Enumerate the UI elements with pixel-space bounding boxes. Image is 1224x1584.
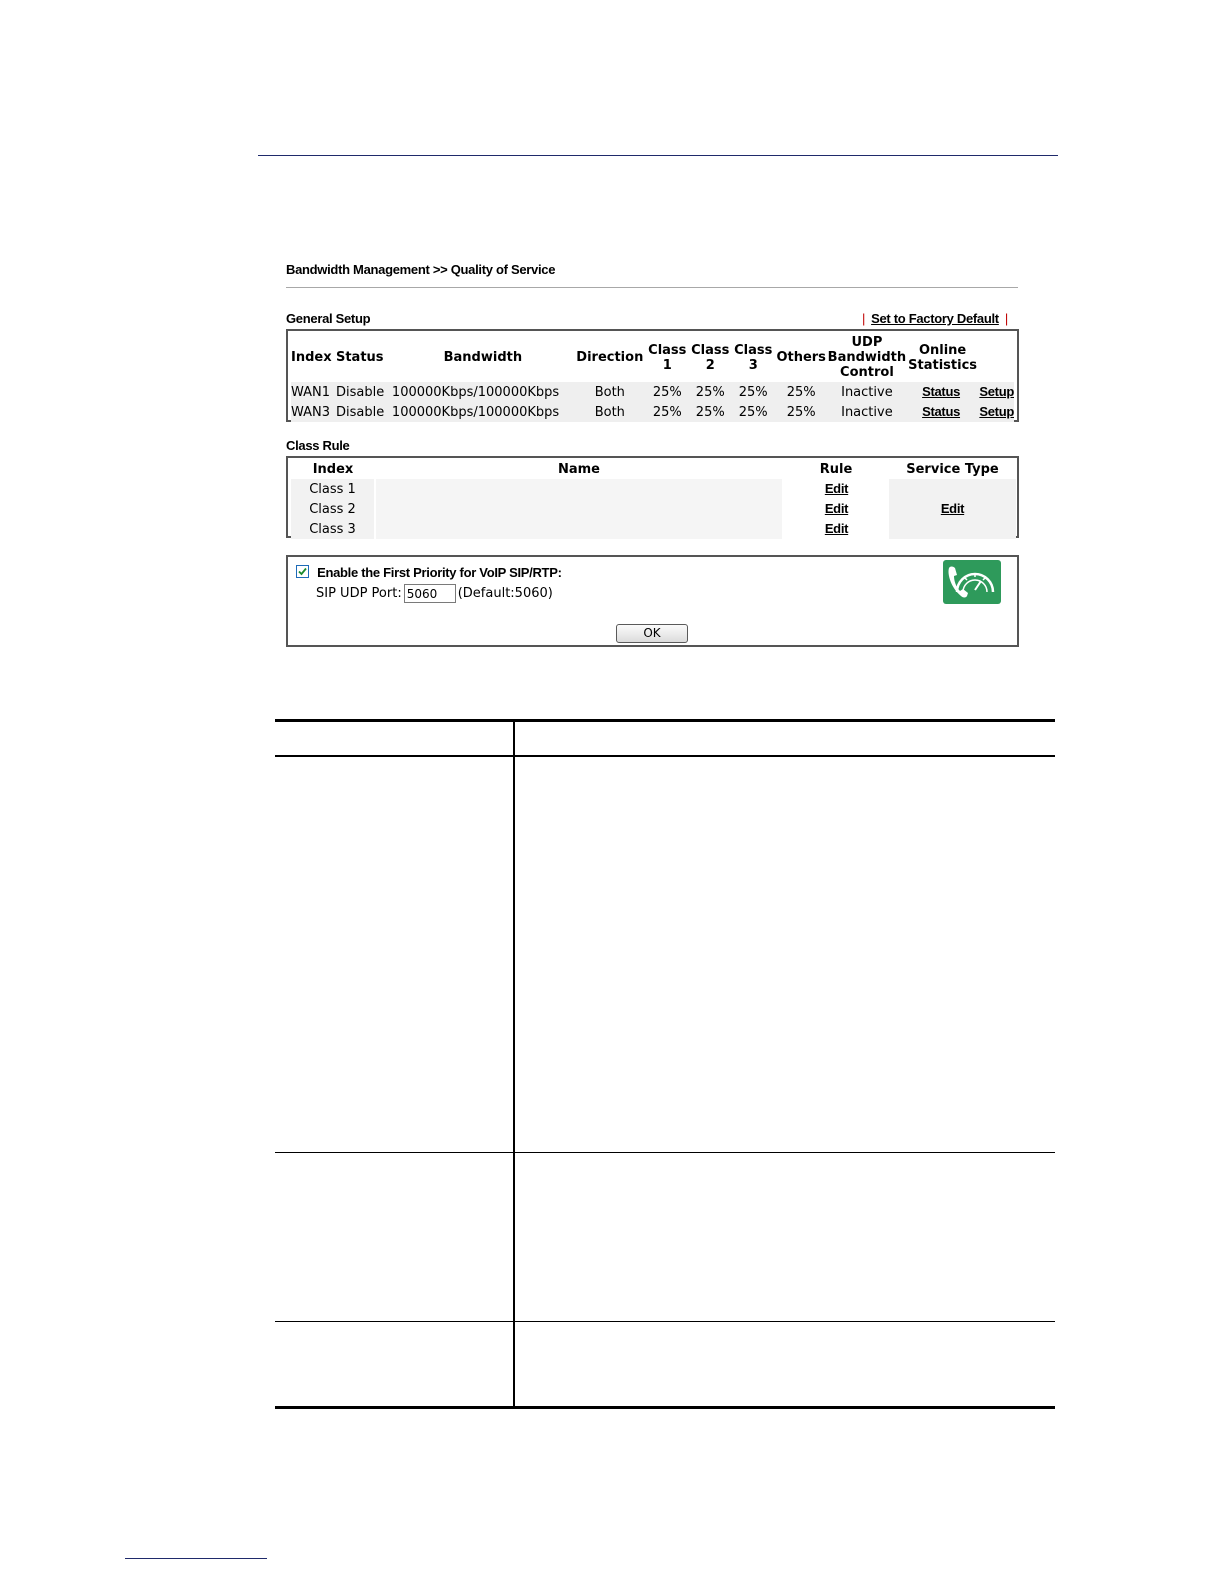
col-service-type: Service Type (906, 462, 999, 477)
table-row (291, 479, 1016, 499)
class-name (375, 519, 783, 539)
sip-port-default: (Default:5060) (457, 586, 553, 601)
page-header-rule (258, 155, 1058, 156)
status-link[interactable]: Status (922, 384, 961, 399)
description-table-bottom-rule (275, 1406, 1055, 1409)
description-table-row-divider (275, 1321, 1055, 1322)
wan-bandwidth: 100000Kbps/100000Kbps (392, 382, 574, 402)
wan-index: WAN3 (291, 402, 336, 422)
wan-class3: 25% (732, 382, 775, 402)
sip-port-label: SIP UDP Port: (316, 586, 402, 601)
col-bandwidth: Bandwidth (443, 350, 523, 365)
voip-enable-label: Enable the First Priority for VoIP SIP/RTP: (317, 565, 562, 580)
wan-class3: 25% (732, 402, 775, 422)
class-name (375, 499, 783, 519)
col-udp-bandwidth-control: UDP Bandwidth Control (827, 335, 907, 380)
factory-default-area: | Set to Factory Default | (862, 311, 1008, 326)
description-table-column-divider (513, 722, 515, 1408)
ok-button[interactable]: OK (616, 624, 688, 643)
wan-index: WAN1 (291, 382, 336, 402)
table-row (291, 382, 1014, 402)
wan-udp-control: Inactive (828, 402, 906, 422)
class-rule-table (291, 460, 1016, 539)
check-icon (297, 566, 308, 577)
rule-edit-link[interactable]: Edit (824, 481, 849, 496)
wan-class1: 25% (646, 402, 689, 422)
description-table-top-rule (275, 719, 1055, 722)
rule-edit-link[interactable]: Edit (824, 521, 849, 536)
footer-rule (125, 1558, 267, 1559)
wan-others: 25% (775, 382, 828, 402)
set-to-factory-default-link[interactable]: Set to Factory Default (871, 311, 999, 326)
breadcrumb-divider (286, 287, 1018, 288)
voip-icon (943, 560, 1001, 608)
wan-direction: Both (574, 402, 646, 422)
class-index: Class 2 (291, 499, 375, 519)
wan-udp-control: Inactive (828, 382, 906, 402)
col-class1: Class 1 (648, 342, 687, 373)
wan-class1: 25% (646, 382, 689, 402)
setup-link[interactable]: Setup (979, 384, 1014, 399)
class-index: Class 3 (291, 519, 375, 539)
class-rule-box (286, 456, 1019, 538)
voip-phone-speedometer-icon (943, 560, 1001, 604)
col-online-statistics: Online Statistics (908, 342, 978, 373)
class-name (375, 479, 783, 499)
col-index: Index (312, 462, 354, 477)
class-index: Class 1 (291, 479, 375, 499)
description-table-row-divider (275, 1152, 1055, 1153)
wan-class2: 25% (689, 382, 732, 402)
voip-priority-box (286, 555, 1019, 647)
col-others: Others (776, 350, 826, 365)
wan-direction: Both (574, 382, 646, 402)
class-rule-title: Class Rule (286, 438, 350, 453)
col-status: Status (335, 350, 384, 365)
wan-bandwidth: 100000Kbps/100000Kbps (392, 402, 574, 422)
general-setup-box (286, 329, 1019, 422)
wan-class2: 25% (689, 402, 732, 422)
status-link[interactable]: Status (922, 404, 961, 419)
setup-link[interactable]: Setup (979, 404, 1014, 419)
service-type-edit-link[interactable]: Edit (940, 501, 965, 516)
col-index: Index (291, 350, 332, 365)
wan-status: Disable (336, 382, 392, 402)
wan-others: 25% (775, 402, 828, 422)
voip-enable-checkbox[interactable] (296, 565, 309, 578)
rule-edit-link[interactable]: Edit (824, 501, 849, 516)
voip-enable-row (296, 563, 562, 582)
description-table-header-rule (275, 755, 1055, 757)
col-class3: Class 3 (734, 342, 773, 373)
general-setup-title: General Setup (286, 311, 371, 326)
col-rule: Rule (819, 462, 853, 477)
col-class2: Class 2 (691, 342, 730, 373)
general-setup-table (291, 333, 1014, 422)
sip-port-input[interactable] (404, 584, 456, 603)
col-name: Name (557, 462, 600, 477)
sip-port-row (316, 584, 553, 603)
table-row (291, 402, 1014, 422)
wan-status: Disable (336, 402, 392, 422)
breadcrumb: Bandwidth Management >> Quality of Service (286, 262, 556, 277)
col-direction: Direction (576, 350, 644, 365)
